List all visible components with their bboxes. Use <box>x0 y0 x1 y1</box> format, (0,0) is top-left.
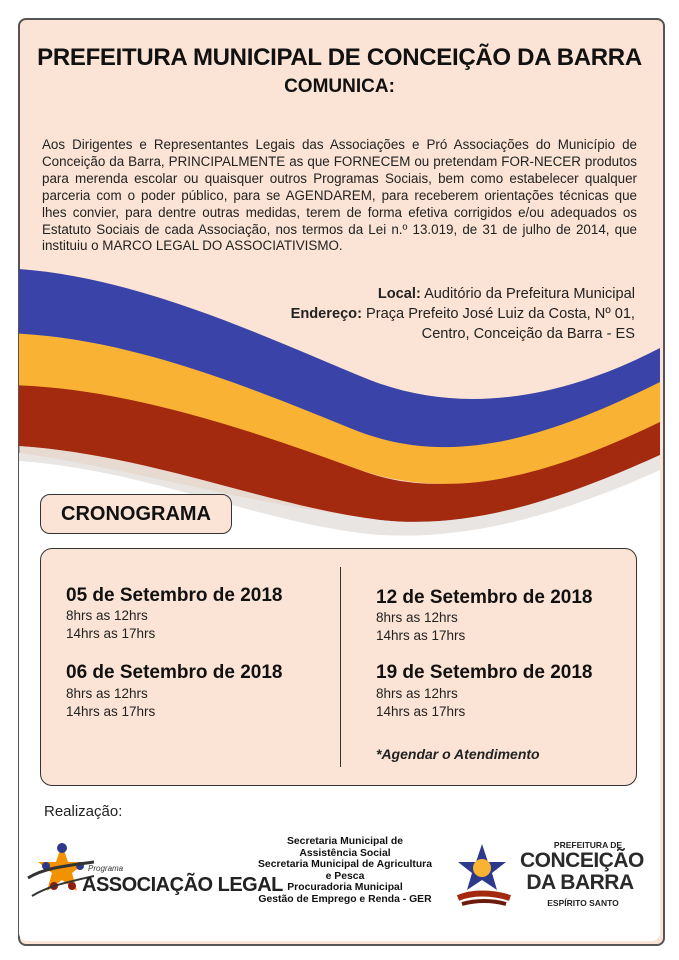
secretaria-line: e Pesca <box>325 870 365 882</box>
schedule-afternoon: 14hrs as 17hrs <box>376 704 466 719</box>
program-name: ASSOCIAÇÃO LEGAL <box>82 874 283 896</box>
schedule-note: *Agendar o Atendimento <box>376 746 540 762</box>
venue-local-label: Local: <box>377 286 421 302</box>
prefeitura-name-line1: CONCEIÇÃO <box>520 849 644 872</box>
page-title: PREFEITURA MUNICIPAL DE CONCEIÇÃO DA BARRA <box>37 44 642 71</box>
schedule-afternoon: 14hrs as 17hrs <box>66 704 156 719</box>
schedule-date: 19 de Setembro de 2018 <box>376 662 593 683</box>
schedule-morning: 8hrs as 12hrs <box>376 610 458 625</box>
schedule-date: 12 de Setembro de 2018 <box>376 587 593 608</box>
secretaria-line: Gestão de Emprego e Renda - GER <box>258 893 432 905</box>
venue-address-label: Endereço: <box>290 306 362 322</box>
schedule-afternoon: 14hrs as 17hrs <box>66 626 156 641</box>
program-small-label: Programa <box>88 864 124 873</box>
schedule-date: 06 de Setembro de 2018 <box>66 662 283 683</box>
schedule-heading-box <box>40 494 232 534</box>
schedule-divider <box>340 567 341 767</box>
page-subtitle: COMUNICA: <box>284 76 395 97</box>
schedule-heading: CRONOGRAMA <box>61 503 211 525</box>
prefeitura-state: ESPÍRITO SANTO <box>547 898 619 908</box>
schedule-morning: 8hrs as 12hrs <box>376 686 458 701</box>
realizacao-label: Realização: <box>44 803 123 820</box>
schedule-date: 05 de Setembro de 2018 <box>66 585 283 606</box>
schedule-morning: 8hrs as 12hrs <box>66 608 148 623</box>
secretaria-line: Secretaria Municipal de <box>286 836 404 847</box>
prefeitura-small-label: PREFEITURA DE <box>553 840 623 850</box>
announcement-paragraph: Aos Dirigentes e Representantes Legais das Associações e Pró Associações do Município de Conceição da Barra, PRINCIPALMENTE as que FORNECEM ou pretendam FOR-NECER produtos para merenda escolar ou quaisquer outros Programas Sociais, bem como estabelecer qualquer parceria com o poder público, para se AGENDAREM, para receberem orientações técnicas que lhes convier, para dentre outras medidas, terem de forma efetiva corrigidos e/ou adequados os Estatuto Sociais de cada Associação, nos termos da Lei n.º 13.019, de 31 de julho de 2014, que instituiu o MARCO LEGAL DO ASSOCIATIVISMO. <box>42 137 637 254</box>
secretaria-line: Procuradoria Municipal <box>287 882 403 894</box>
venue-local-value: Auditório da Prefeitura Municipal <box>420 286 635 302</box>
venue-address-line <box>291 304 635 324</box>
venue-block <box>291 284 635 344</box>
secretaria-line: Assistência Social <box>299 847 391 859</box>
venue-address-line1: Praça Prefeito José Luiz da Costa, Nº 01, <box>361 306 635 322</box>
venue-local-line <box>291 284 635 304</box>
secretarias-block <box>245 836 445 906</box>
venue-address-line2: Centro, Conceição da Barra - ES <box>421 326 635 342</box>
secretaria-line: Secretaria Municipal de Agricultura <box>258 859 432 871</box>
schedule-morning: 8hrs as 12hrs <box>66 686 148 701</box>
schedule-afternoon: 14hrs as 17hrs <box>376 628 466 643</box>
prefeitura-name-line2: DA BARRA <box>526 871 634 894</box>
